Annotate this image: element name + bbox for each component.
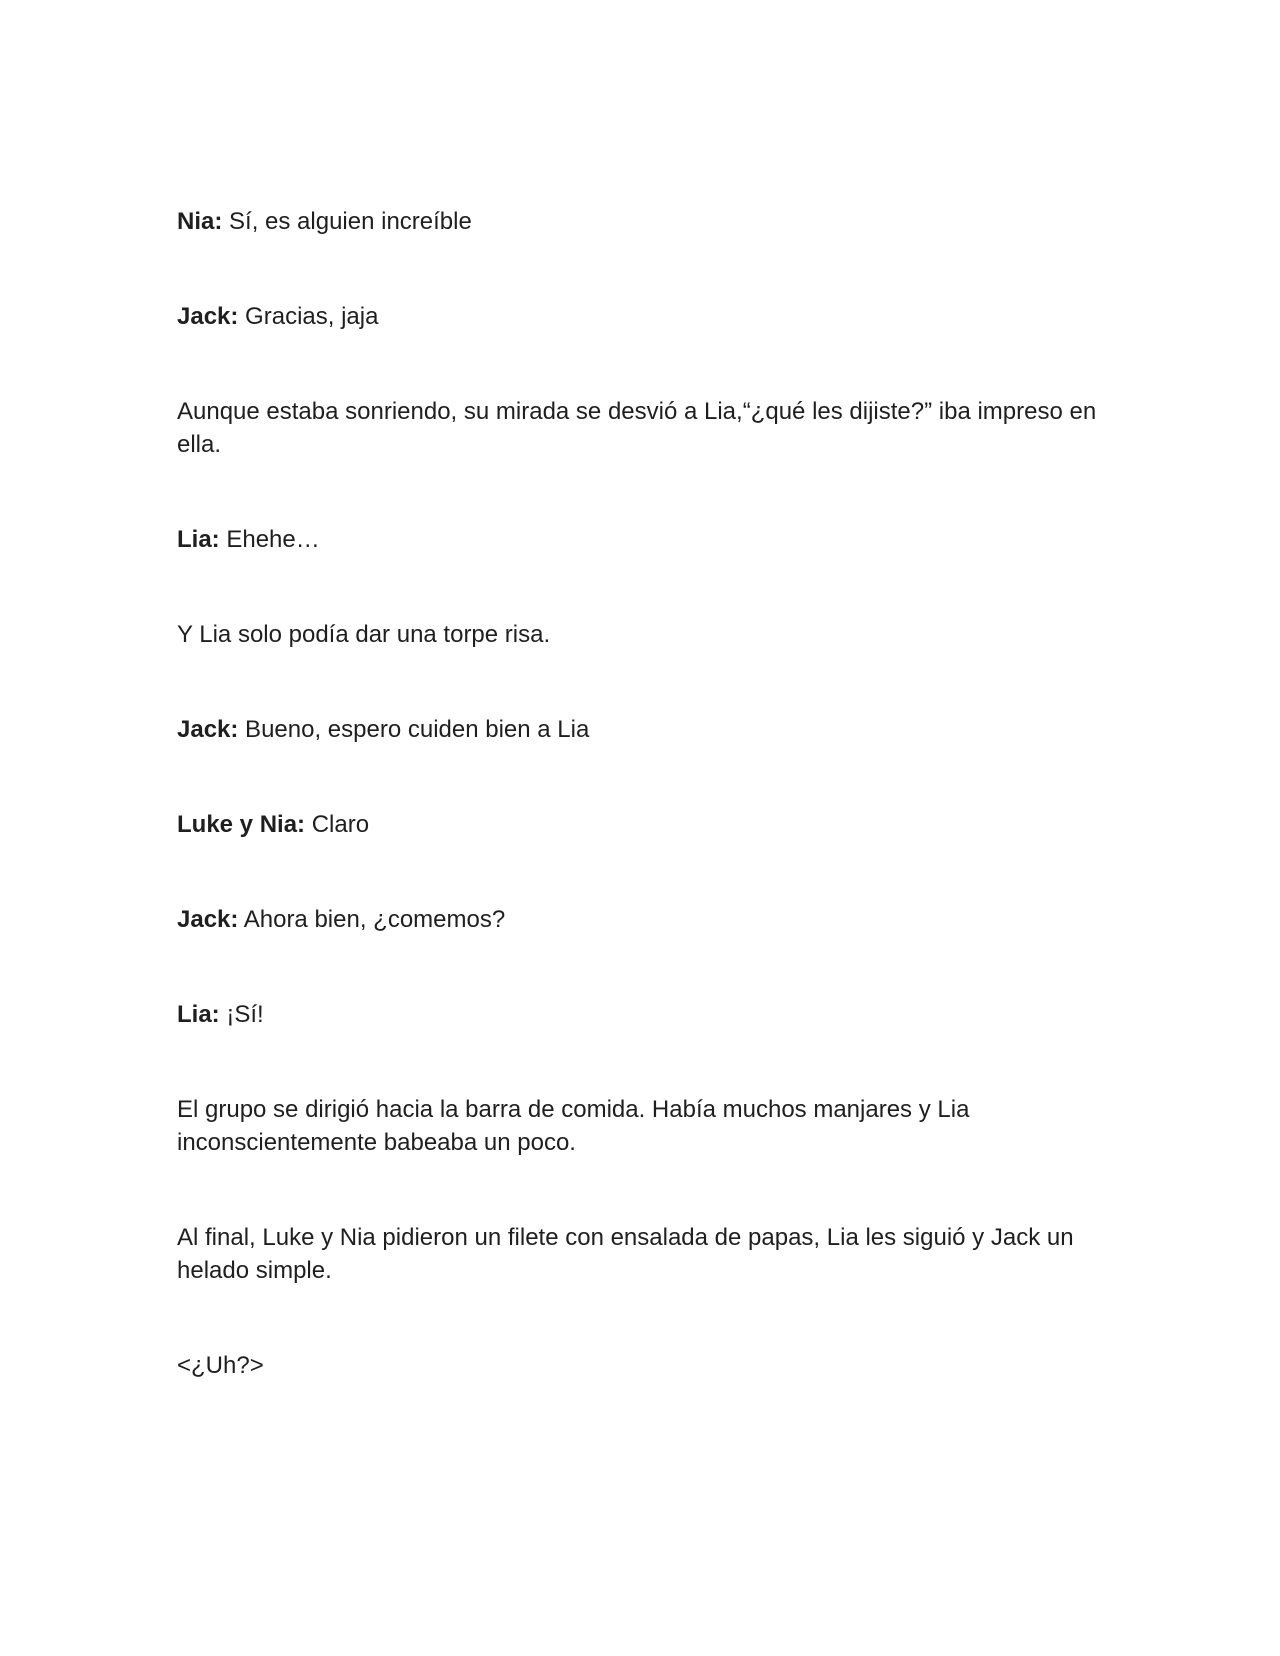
thought-paragraph xyxy=(177,1349,1097,1382)
dialogue-paragraph xyxy=(177,998,1097,1031)
narration-paragraph xyxy=(177,1221,1097,1287)
speaker-name: Lia: xyxy=(177,1001,220,1028)
paragraph-text: Gracias, jaja xyxy=(238,303,379,330)
speaker-name: Jack: xyxy=(177,716,239,743)
speaker-name: Jack: xyxy=(177,303,239,330)
paragraph-text: Ehehe… xyxy=(219,526,320,553)
speaker-name: Luke y Nia: xyxy=(177,811,306,838)
paragraph-text: El grupo se dirigió hacia la barra de comida. Había muchos manjares y Lia inconscientemente babeaba un poco. xyxy=(177,1096,970,1156)
paragraph-text: Claro xyxy=(305,811,370,838)
paragraph-text: Sí, es alguien increíble xyxy=(222,208,472,235)
dialogue-paragraph xyxy=(177,300,1097,333)
document-body xyxy=(177,205,1097,1444)
dialogue-paragraph xyxy=(177,808,1097,841)
paragraph-text: <¿Uh?> xyxy=(177,1352,264,1379)
speaker-name: Jack: xyxy=(177,906,239,933)
paragraph-text: ¡Sí! xyxy=(219,1001,264,1028)
paragraph-text: Al final, Luke y Nia pidieron un filete con ensalada de papas, Lia les siguió y Jack un helado simple. xyxy=(177,1224,1074,1284)
dialogue-paragraph xyxy=(177,523,1097,556)
speaker-name: Lia: xyxy=(177,526,220,553)
narration-paragraph xyxy=(177,1093,1097,1159)
paragraph-text: Ahora bien, ¿comemos? xyxy=(238,906,506,933)
dialogue-paragraph xyxy=(177,903,1097,936)
narration-paragraph xyxy=(177,618,1097,651)
dialogue-paragraph xyxy=(177,713,1097,746)
paragraph-text: Bueno, espero cuiden bien a Lia xyxy=(238,716,590,743)
speaker-name: Nia: xyxy=(177,208,223,235)
narration-paragraph xyxy=(177,395,1097,461)
paragraph-text: Aunque estaba sonriendo, su mirada se desvió a Lia,“¿qué les dijiste?” iba impreso en ella. xyxy=(177,398,1097,458)
paragraph-text: Y Lia solo podía dar una torpe risa. xyxy=(177,621,551,648)
dialogue-paragraph xyxy=(177,205,1097,238)
